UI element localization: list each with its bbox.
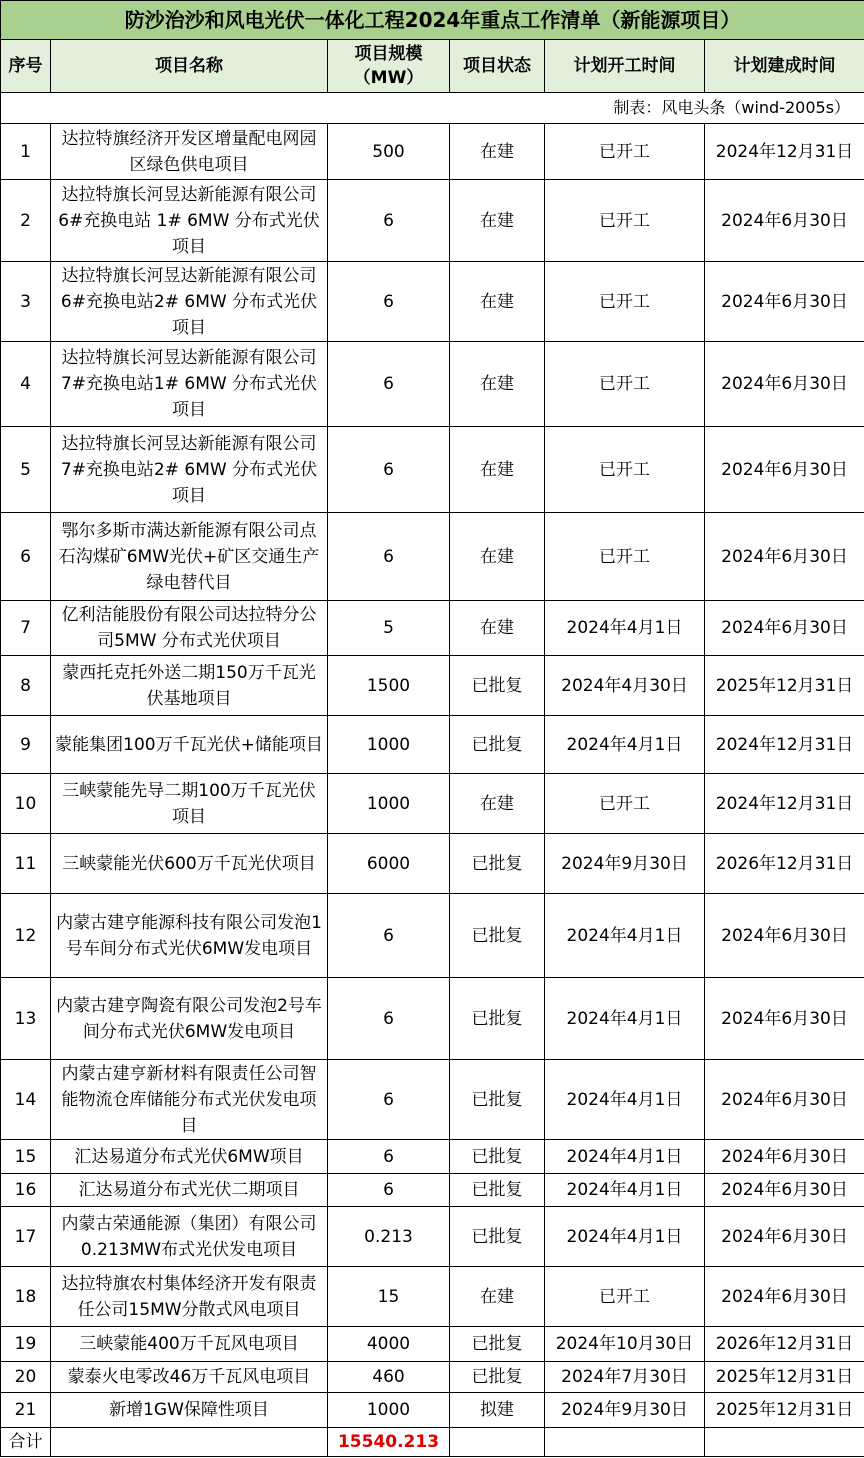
cell-scale: 0.213	[328, 1207, 450, 1267]
header-status: 项目状态	[450, 40, 545, 93]
cell-start: 2024年10月30日	[545, 1327, 705, 1362]
credit-text: 制表：风电头条（wind-2005s）	[1, 93, 864, 124]
total-name-empty	[51, 1428, 328, 1457]
cell-scale: 6	[328, 978, 450, 1060]
table-row	[1, 716, 864, 774]
cell-name: 新增1GW保障性项目	[51, 1393, 328, 1428]
cell-finish: 2025年12月31日	[705, 656, 864, 716]
cell-start: 2024年4月1日	[545, 1060, 705, 1140]
table-row	[1, 262, 864, 342]
table-row	[1, 834, 864, 894]
cell-status: 已批复	[450, 1060, 545, 1140]
cell-name: 达拉特旗长河昱达新能源有限公司6#充换电站2# 6MW 分布式光伏项目	[51, 262, 328, 342]
cell-finish: 2024年6月30日	[705, 978, 864, 1060]
table-row	[1, 1174, 864, 1207]
cell-index: 18	[1, 1267, 51, 1327]
cell-scale: 6	[328, 1060, 450, 1140]
total-row	[1, 1428, 864, 1457]
cell-index: 19	[1, 1327, 51, 1362]
cell-name: 鄂尔多斯市满达新能源有限公司点石沟煤矿6MW光伏+矿区交通生产绿电替代目	[51, 513, 328, 601]
cell-start: 2024年4月1日	[545, 894, 705, 978]
cell-status: 已批复	[450, 894, 545, 978]
cell-name: 蒙西托克托外送二期150万千瓦光伏基地项目	[51, 656, 328, 716]
cell-index: 12	[1, 894, 51, 978]
cell-start: 2024年4月1日	[545, 716, 705, 774]
cell-finish: 2024年6月30日	[705, 262, 864, 342]
table-row	[1, 342, 864, 427]
cell-index: 6	[1, 513, 51, 601]
cell-name: 内蒙古建亨能源科技有限公司发泡1号车间分布式光伏6MW发电项目	[51, 894, 328, 978]
cell-scale: 460	[328, 1362, 450, 1393]
cell-start: 已开工	[545, 262, 705, 342]
cell-index: 20	[1, 1362, 51, 1393]
cell-start: 2024年4月1日	[545, 601, 705, 656]
cell-status: 在建	[450, 774, 545, 834]
cell-name: 达拉特旗农村集体经济开发有限责任公司15MW分散式风电项目	[51, 1267, 328, 1327]
total-finish-empty	[705, 1428, 864, 1457]
header-start: 计划开工时间	[545, 40, 705, 93]
cell-scale: 5	[328, 601, 450, 656]
cell-start: 2024年9月30日	[545, 1393, 705, 1428]
cell-finish: 2024年6月30日	[705, 513, 864, 601]
cell-index: 16	[1, 1174, 51, 1207]
table-row	[1, 656, 864, 716]
cell-index: 14	[1, 1060, 51, 1140]
cell-start: 已开工	[545, 124, 705, 180]
table-row	[1, 427, 864, 513]
cell-finish: 2024年6月30日	[705, 894, 864, 978]
cell-status: 在建	[450, 342, 545, 427]
cell-finish: 2024年6月30日	[705, 180, 864, 262]
cell-index: 4	[1, 342, 51, 427]
cell-finish: 2026年12月31日	[705, 1327, 864, 1362]
cell-finish: 2025年12月31日	[705, 1362, 864, 1393]
cell-scale: 6	[328, 427, 450, 513]
cell-name: 达拉特旗长河昱达新能源有限公司6#充换电站 1# 6MW 分布式光伏项目	[51, 180, 328, 262]
cell-start: 2024年4月1日	[545, 1174, 705, 1207]
cell-index: 21	[1, 1393, 51, 1428]
cell-start: 2024年7月30日	[545, 1362, 705, 1393]
cell-scale: 6	[328, 262, 450, 342]
table-row	[1, 774, 864, 834]
cell-start: 2024年4月1日	[545, 1207, 705, 1267]
table-row	[1, 513, 864, 601]
cell-finish: 2024年6月30日	[705, 1207, 864, 1267]
cell-name: 汇达易道分布式光伏6MW项目	[51, 1140, 328, 1174]
cell-status: 在建	[450, 427, 545, 513]
cell-status: 在建	[450, 262, 545, 342]
cell-index: 9	[1, 716, 51, 774]
cell-scale: 1000	[328, 1393, 450, 1428]
table-row	[1, 1362, 864, 1393]
cell-finish: 2024年6月30日	[705, 1174, 864, 1207]
total-label: 合计	[1, 1428, 51, 1457]
cell-status: 已批复	[450, 1327, 545, 1362]
cell-scale: 1000	[328, 774, 450, 834]
cell-start: 已开工	[545, 427, 705, 513]
total-status-empty	[450, 1428, 545, 1457]
cell-finish: 2026年12月31日	[705, 834, 864, 894]
cell-name: 三峡蒙能光伏600万千瓦光伏项目	[51, 834, 328, 894]
cell-status: 已批复	[450, 978, 545, 1060]
cell-start: 2024年9月30日	[545, 834, 705, 894]
title-row	[1, 1, 864, 40]
cell-index: 7	[1, 601, 51, 656]
table-row	[1, 1393, 864, 1428]
cell-index: 1	[1, 124, 51, 180]
table-row	[1, 1207, 864, 1267]
cell-start: 已开工	[545, 1267, 705, 1327]
cell-start: 2024年4月30日	[545, 656, 705, 716]
cell-finish: 2024年6月30日	[705, 427, 864, 513]
total-scale: 15540.213	[328, 1428, 450, 1457]
header-row	[1, 40, 864, 93]
cell-name: 内蒙古建亨陶瓷有限公司发泡2号车间分布式光伏6MW发电项目	[51, 978, 328, 1060]
cell-name: 三峡蒙能先导二期100万千瓦光伏项目	[51, 774, 328, 834]
cell-status: 已批复	[450, 656, 545, 716]
cell-index: 17	[1, 1207, 51, 1267]
cell-scale: 6	[328, 342, 450, 427]
cell-name: 蒙泰火电零改46万千瓦风电项目	[51, 1362, 328, 1393]
cell-index: 11	[1, 834, 51, 894]
cell-scale: 6	[328, 180, 450, 262]
header-finish: 计划建成时间	[705, 40, 864, 93]
cell-name: 达拉特旗长河昱达新能源有限公司7#充换电站2# 6MW 分布式光伏项目	[51, 427, 328, 513]
cell-status: 在建	[450, 513, 545, 601]
header-name: 项目名称	[51, 40, 328, 93]
cell-index: 13	[1, 978, 51, 1060]
cell-name: 达拉特旗经济开发区增量配电网园区绿色供电项目	[51, 124, 328, 180]
cell-name: 亿利洁能股份有限公司达拉特分公司5MW 分布式光伏项目	[51, 601, 328, 656]
table-row	[1, 601, 864, 656]
cell-start: 已开工	[545, 513, 705, 601]
cell-scale: 1500	[328, 656, 450, 716]
cell-status: 在建	[450, 1267, 545, 1327]
cell-finish: 2024年12月31日	[705, 774, 864, 834]
cell-start: 已开工	[545, 774, 705, 834]
header-scale: 项目规模（MW）	[328, 40, 450, 93]
cell-name: 汇达易道分布式光伏二期项目	[51, 1174, 328, 1207]
cell-scale: 4000	[328, 1327, 450, 1362]
cell-status: 在建	[450, 124, 545, 180]
cell-scale: 500	[328, 124, 450, 180]
cell-finish: 2024年6月30日	[705, 342, 864, 427]
cell-name: 蒙能集团100万千瓦光伏+储能项目	[51, 716, 328, 774]
cell-start: 2024年4月1日	[545, 978, 705, 1060]
table-row	[1, 894, 864, 978]
cell-scale: 6000	[328, 834, 450, 894]
cell-status: 已批复	[450, 1174, 545, 1207]
cell-status: 已批复	[450, 716, 545, 774]
cell-index: 2	[1, 180, 51, 262]
cell-name: 内蒙古荣通能源（集团）有限公司0.213MW布式光伏发电项目	[51, 1207, 328, 1267]
credit-row	[1, 93, 864, 124]
cell-scale: 6	[328, 1174, 450, 1207]
cell-finish: 2024年12月31日	[705, 716, 864, 774]
table-row	[1, 180, 864, 262]
table-row	[1, 1267, 864, 1327]
cell-finish: 2024年6月30日	[705, 1060, 864, 1140]
cell-status: 已批复	[450, 834, 545, 894]
cell-finish: 2025年12月31日	[705, 1393, 864, 1428]
cell-index: 5	[1, 427, 51, 513]
cell-index: 10	[1, 774, 51, 834]
cell-name: 三峡蒙能400万千瓦风电项目	[51, 1327, 328, 1362]
table-title: 防沙治沙和风电光伏一体化工程2024年重点工作清单（新能源项目）	[1, 1, 864, 40]
table-row	[1, 978, 864, 1060]
cell-status: 已批复	[450, 1140, 545, 1174]
cell-status: 已批复	[450, 1362, 545, 1393]
cell-scale: 1000	[328, 716, 450, 774]
cell-scale: 6	[328, 894, 450, 978]
cell-status: 已批复	[450, 1207, 545, 1267]
cell-scale: 15	[328, 1267, 450, 1327]
cell-finish: 2024年12月31日	[705, 124, 864, 180]
cell-status: 拟建	[450, 1393, 545, 1428]
cell-index: 15	[1, 1140, 51, 1174]
cell-scale: 6	[328, 1140, 450, 1174]
cell-start: 已开工	[545, 342, 705, 427]
cell-start: 2024年4月1日	[545, 1140, 705, 1174]
cell-start: 已开工	[545, 180, 705, 262]
cell-index: 3	[1, 262, 51, 342]
cell-name: 内蒙古建亨新材料有限责任公司智能物流仓库储能分布式光伏发电项目	[51, 1060, 328, 1140]
table-row	[1, 1327, 864, 1362]
table-row	[1, 1140, 864, 1174]
cell-name: 达拉特旗长河昱达新能源有限公司7#充换电站1# 6MW 分布式光伏项目	[51, 342, 328, 427]
table-row	[1, 1060, 864, 1140]
table-row	[1, 124, 864, 180]
cell-finish: 2024年6月30日	[705, 1267, 864, 1327]
cell-status: 在建	[450, 180, 545, 262]
cell-status: 在建	[450, 601, 545, 656]
total-start-empty	[545, 1428, 705, 1457]
header-index: 序号	[1, 40, 51, 93]
cell-scale: 6	[328, 513, 450, 601]
cell-finish: 2024年6月30日	[705, 1140, 864, 1174]
cell-index: 8	[1, 656, 51, 716]
cell-finish: 2024年6月30日	[705, 601, 864, 656]
